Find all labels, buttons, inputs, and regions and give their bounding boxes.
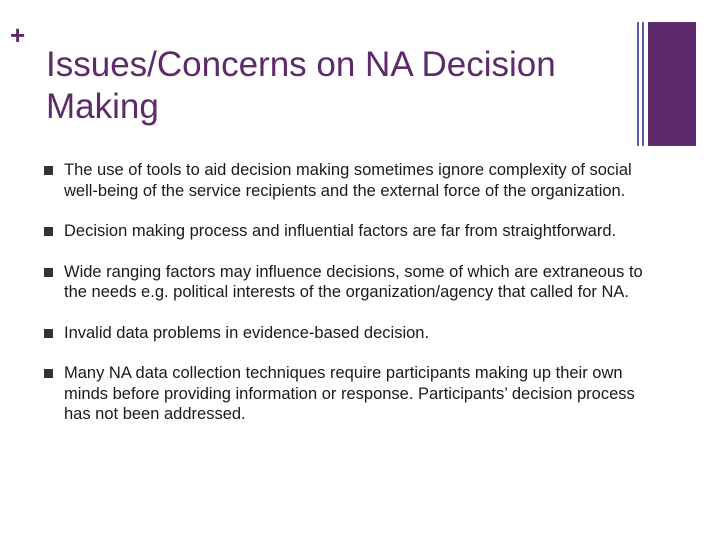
plus-icon: +: [10, 20, 26, 50]
bullet-text: Wide ranging factors may influence decisions, some of which are extraneous to the needs e.g. political interests of the organization/agency that called for NA.: [64, 262, 643, 301]
bullet-text: The use of tools to aid decision making sometimes ignore complexity of social well-being of the service recipients and the external force of the organization.: [64, 161, 632, 200]
bullet-item: [44, 323, 644, 344]
square-bullet-icon: [44, 166, 53, 175]
bullet-list: [44, 160, 644, 445]
square-bullet-icon: [44, 268, 53, 277]
square-bullet-icon: [44, 329, 53, 338]
bullet-item: [44, 262, 644, 303]
square-bullet-icon: [44, 227, 53, 236]
decorative-line: [642, 22, 644, 146]
square-bullet-icon: [44, 369, 53, 378]
bullet-text: Invalid data problems in evidence-based decision.: [64, 323, 430, 342]
decorative-line: [637, 22, 639, 146]
decorative-block: [648, 22, 696, 146]
bullet-text: Many NA data collection techniques require participants making up their own minds before providing information or response. Participants’ decision process has not been addressed.: [64, 364, 635, 423]
bullet-item: [44, 221, 644, 242]
slide-title: Issues/Concerns on NA Decision Making: [46, 45, 556, 126]
bullet-text: Decision making process and influential factors are far from straightforward.: [64, 222, 617, 240]
bullet-item: [44, 363, 644, 425]
bullet-item: [44, 160, 644, 201]
